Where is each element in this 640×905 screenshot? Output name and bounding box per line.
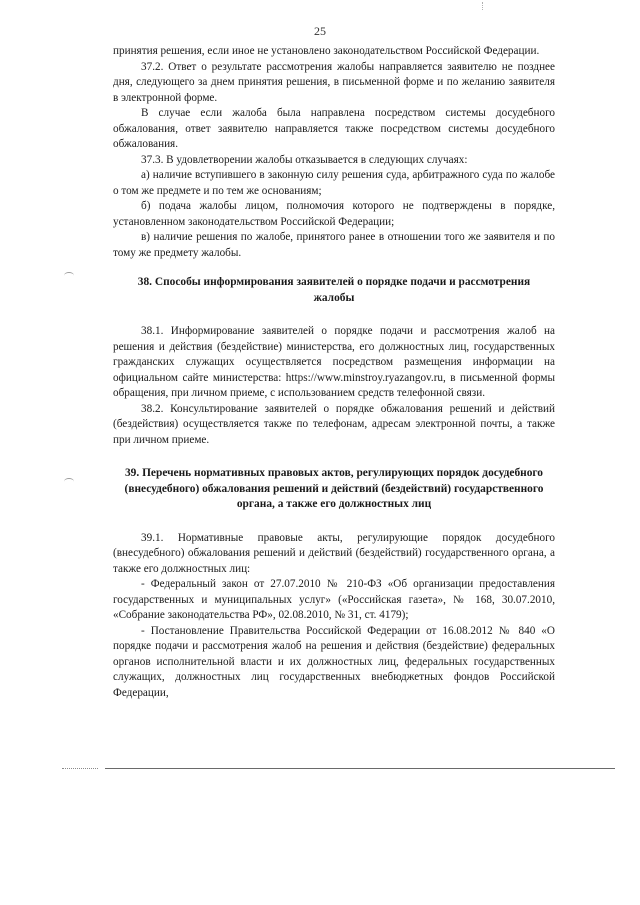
scan-mark <box>482 2 483 10</box>
section-39-heading: 39. Перечень нормативных правовых актов, регулирующих порядок досудебного (внесудебного) обжалования решений и действий (бездействий) государственного органа, а также его должностных лиц <box>124 467 544 510</box>
paragraph: 37.2. Ответ о результате рассмотрения жалобы направляется заявителю не позднее дня, следующего за днем принятия решения, в письменной форме и по желанию заявителя в электронной форме. <box>113 60 555 104</box>
section-37-continuation <box>113 44 555 261</box>
paragraph: - Федеральный закон от 27.07.2010 № 210-ФЗ «Об организации предоставления государственных и муниципальных услуг» («Российская газета», № 168, 30.07.2010, «Собрание законодательства РФ», 02.08.2010, № 31, ст. 4179); <box>113 578 555 621</box>
section-38-body <box>113 324 555 448</box>
footer-rule <box>105 768 615 769</box>
paragraph: в) наличие решения по жалобе, принятого ранее в отношении того же заявителя и по тому же предмету жалобы. <box>113 231 555 259</box>
paragraph: 38.2. Консультирование заявителей о порядке обжалования решений и действий (бездействия) осуществляется также по телефонам, адресам электронной почты, а также при личном приеме. <box>113 402 555 446</box>
paragraph: - Постановление Правительства Российской Федерации от 16.08.2012 № 840 «О порядке подачи и рассмотрения жалоб на решения и действия (бездействие) федеральных органов исполнительной власти и их должностных лиц, федеральных государственных служащих, должностных лиц государственных внебюджетных фондов Российской Федерации, <box>113 624 555 699</box>
section-38-heading: 38. Способы информирования заявителей о порядке подачи и рассмотрения жалобы <box>137 276 531 304</box>
paragraph: В случае если жалоба была направлена посредством системы досудебного обжалования, ответ заявителю направляется также посредством системы досудебного обжалования. <box>113 107 555 150</box>
hole-punch-mark <box>64 272 74 279</box>
footer-rule-left <box>62 768 98 769</box>
section-39-body <box>113 531 555 702</box>
document-body <box>113 44 555 701</box>
page-number: 25 <box>314 24 326 38</box>
paragraph: принятия решения, если иное не установлено законодательством Российской Федерации. <box>113 45 540 57</box>
paragraph: а) наличие вступившего в законную силу решения суда, арбитражного суда по жалобе о том же предмете и по тем же основаниям; <box>113 169 555 197</box>
paragraph: б) подача жалобы лицом, полномочия которого не подтверждены в порядке, установленном законодательством Российской Федерации; <box>113 200 555 228</box>
paragraph: 39.1. Нормативные правовые акты, регулирующие порядок досудебного (внесудебного) обжалования решений и действий (бездействий) государственного органа, а также его должностных лиц: <box>113 531 555 575</box>
paragraph: 38.1. Информирование заявителей о порядке подачи и рассмотрения жалоб на решения и действия (бездействие) министерства, его должностных лиц, государственных гражданских служащих осуществляется посредством размещения информации на официальном сайте министерства: https://www.minstroy.ryazangov.ru, в письменной формы обращения, при личном приеме, с использованием средств телефонной связи. <box>113 325 555 399</box>
paragraph: 37.3. В удовлетворении жалобы отказывается в следующих случаях: <box>141 153 468 166</box>
hole-punch-mark <box>64 478 74 485</box>
